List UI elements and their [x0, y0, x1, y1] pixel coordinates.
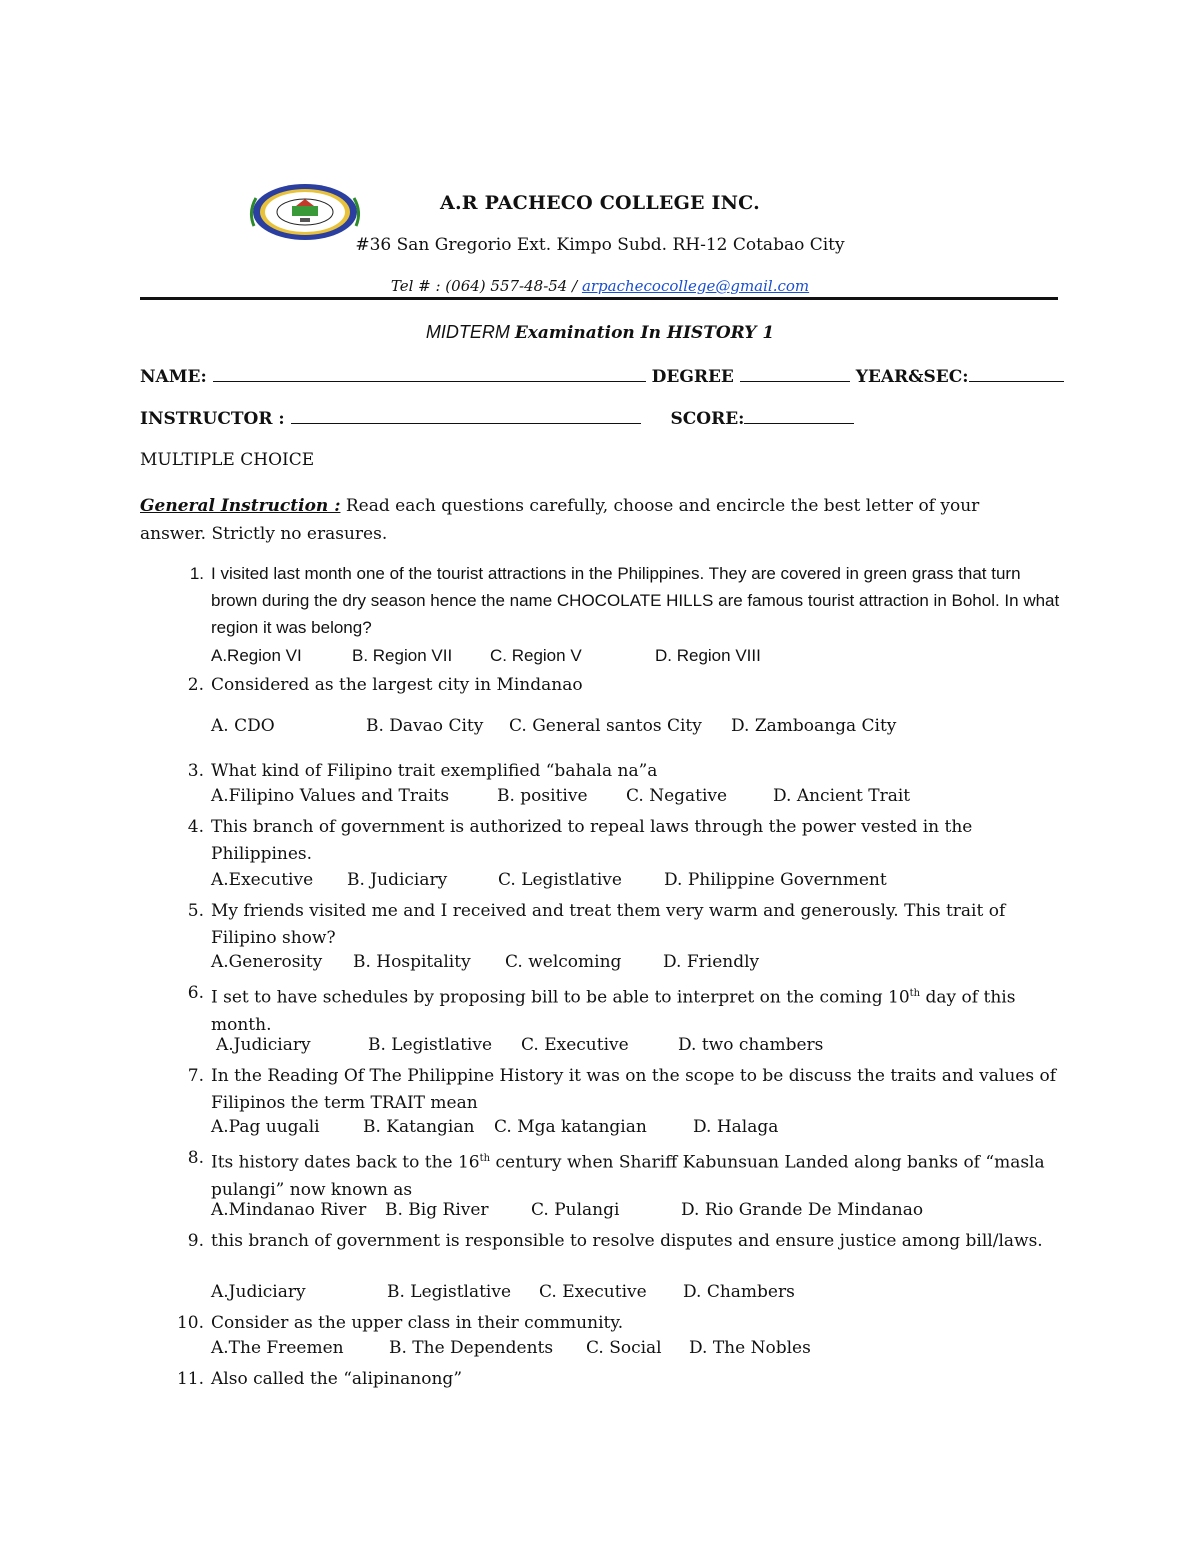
choice-b[interactable]: B. Legistlative: [387, 1282, 512, 1302]
choice-d[interactable]: D. two chambers: [678, 1035, 824, 1055]
question-text: Also called the “alipinanong”: [211, 1369, 463, 1389]
college-contact: [0, 277, 1200, 295]
student-info-row: [140, 366, 1064, 387]
choice-d[interactable]: D. Region VIII: [655, 646, 761, 665]
choice-c[interactable]: C. General santos City: [509, 716, 702, 736]
instruction-text: Read each questions carefully, choose and encircle the best letter of your answer. Strictly no erasures.: [140, 496, 980, 544]
question-text: In the Reading Of The Philippine History it was on the scope to be discuss the traits and values of Filipinos the term TRAIT mean: [211, 1066, 1057, 1113]
choice-d[interactable]: D. Halaga: [693, 1117, 779, 1137]
question-number: 9.: [187, 1231, 204, 1251]
choice-d[interactable]: D. Chambers: [683, 1282, 795, 1302]
choice-c[interactable]: C. Legistlative: [498, 870, 622, 890]
choice-c[interactable]: C. Mga katangian: [494, 1117, 647, 1137]
question-number: 10.: [176, 1313, 204, 1333]
email-link[interactable]: arpachecocollege@gmail.com: [581, 277, 810, 295]
question-number: 2.: [187, 675, 204, 695]
telephone-text: Tel # : (064) 557-48-54 /: [390, 277, 582, 295]
yearsec-blank[interactable]: [969, 366, 1064, 382]
choice-b[interactable]: B. Big River: [385, 1200, 489, 1220]
choice-b[interactable]: B. Region VII: [352, 646, 453, 665]
question-number: 3.: [187, 761, 204, 781]
instructor-label: INSTRUCTOR :: [140, 409, 285, 429]
instructor-row: [140, 408, 854, 429]
choice-a[interactable]: A.Mindanao River: [211, 1200, 367, 1220]
choice-c[interactable]: C. Executive: [539, 1282, 647, 1302]
choice-d[interactable]: D. Zamboanga City: [731, 716, 897, 736]
choice-c[interactable]: C. Negative: [626, 786, 728, 806]
choice-c[interactable]: C. Social: [586, 1338, 662, 1358]
choice-b[interactable]: B. Legistlative: [368, 1035, 493, 1055]
question-number: 4.: [187, 817, 204, 837]
name-blank[interactable]: [213, 366, 646, 382]
name-label: NAME:: [140, 367, 207, 387]
score-blank[interactable]: [744, 408, 854, 424]
degree-label: DEGREE: [651, 367, 734, 387]
choice-a[interactable]: A.Generosity: [211, 952, 323, 972]
instructor-blank[interactable]: [291, 408, 641, 424]
question-number: 5.: [187, 901, 204, 921]
instruction-label: General Instruction :: [140, 496, 341, 516]
question-text: Its history dates back to the 16th century when Shariff Kabunsuan Landed along banks of “masla pulangi” now known as: [211, 1152, 1045, 1200]
choice-b[interactable]: B. Katangian: [363, 1117, 475, 1137]
exam-title-midterm: MIDTERM: [425, 322, 515, 342]
general-instruction: [140, 492, 1040, 548]
college-address: #36 San Gregorio Ext. Kimpo Subd. RH-12 Cotabao City: [355, 235, 845, 255]
question-text: I visited last month one of the tourist attractions in the Philippines. They are covered in green grass that turn brown during the dry season hence the name CHOCOLATE HILLS are famous tourist attraction in Bohol. In what region it was belong?: [211, 564, 1060, 637]
choice-d[interactable]: D. Ancient Trait: [773, 786, 911, 806]
choice-a[interactable]: A.Pag uugali: [211, 1117, 320, 1137]
question-text: Considered as the largest city in Mindanao: [211, 675, 583, 695]
choice-d[interactable]: D. Rio Grande De Mindanao: [681, 1200, 924, 1220]
score-label: SCORE:: [670, 409, 745, 429]
question-text: this branch of government is responsible to resolve disputes and ensure justice among bill/laws.: [211, 1231, 1043, 1251]
choice-b[interactable]: B. positive: [497, 786, 588, 806]
choice-a[interactable]: A.Region VI: [211, 646, 302, 665]
question-text: My friends visited me and I received and treat them very warm and generously. This trait of Filipino show?: [211, 901, 1006, 948]
header-divider: [140, 297, 1058, 300]
question-number: 8.: [187, 1148, 204, 1168]
choice-a[interactable]: A. CDO: [211, 716, 275, 736]
choice-b[interactable]: B. Judiciary: [347, 870, 448, 890]
question-number: 7.: [187, 1066, 204, 1086]
choice-d[interactable]: D. The Nobles: [689, 1338, 811, 1358]
choice-d[interactable]: D. Friendly: [663, 952, 760, 972]
choice-d[interactable]: D. Philippine Government: [664, 870, 887, 890]
choice-a[interactable]: A.Filipino Values and Traits: [211, 786, 450, 806]
choice-a[interactable]: A.Judiciary: [211, 1282, 306, 1302]
choice-a[interactable]: A.Judiciary: [216, 1035, 311, 1055]
choice-b[interactable]: B. Hospitality: [353, 952, 471, 972]
choice-c[interactable]: C. Region V: [490, 646, 582, 665]
exam-title-subject: Examination In HISTORY 1: [514, 323, 775, 343]
choice-a[interactable]: A.Executive: [211, 870, 314, 890]
question-number: 1.: [189, 564, 204, 583]
college-name: A.R PACHECO COLLEGE INC.: [440, 192, 760, 214]
question-number: 11.: [176, 1369, 204, 1389]
question-text: What kind of Filipino trait exemplified “bahala na”a: [211, 761, 658, 781]
question-text: I set to have schedules by proposing bill to be able to interpret on the coming 10th day of this month.: [211, 987, 1016, 1035]
choice-c[interactable]: C. Pulangi: [531, 1200, 620, 1220]
question-text: Consider as the upper class in their community.: [211, 1313, 624, 1333]
degree-blank[interactable]: [740, 366, 850, 382]
exam-title: [0, 322, 1200, 343]
question-text: This branch of government is authorized to repeal laws through the power vested in the Philippines.: [211, 817, 973, 864]
section-title: MULTIPLE CHOICE: [140, 450, 315, 470]
question-number: 6.: [187, 983, 204, 1003]
choice-c[interactable]: C. welcoming: [505, 952, 622, 972]
choice-b[interactable]: B. Davao City: [366, 716, 484, 736]
choice-c[interactable]: C. Executive: [521, 1035, 629, 1055]
yearsec-label: YEAR&SEC:: [855, 367, 969, 387]
choice-a[interactable]: A.The Freemen: [211, 1338, 344, 1358]
choice-b[interactable]: B. The Dependents: [389, 1338, 554, 1358]
